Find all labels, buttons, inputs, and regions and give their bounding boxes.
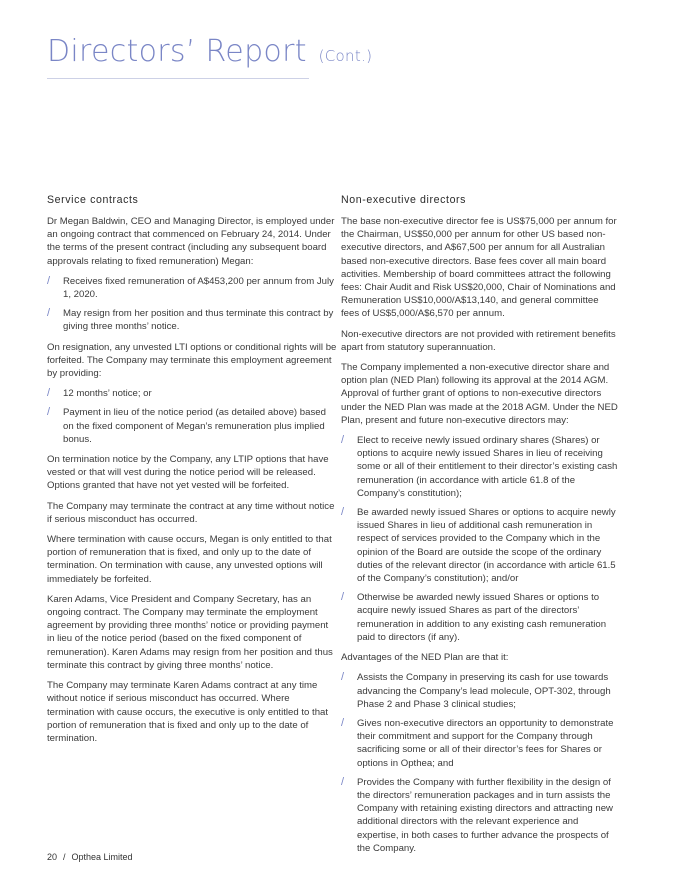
list-item bbox=[47, 406, 337, 446]
paragraph: Non-executive directors are not provided with retirement benefits apart from statutory superannuation. bbox=[341, 328, 616, 353]
slash-bullet-icon: / bbox=[47, 406, 51, 419]
list-item-text: May resign from her position and thus terminate this contract by giving three months’ notice. bbox=[63, 308, 334, 333]
section-heading-service-contracts: Service contracts bbox=[47, 194, 139, 206]
list-item-text: Payment in lieu of the notice period (as detailed above) based on the fixed component of Megan’s remuneration plus implied bonus. bbox=[63, 407, 326, 445]
slash-bullet-icon: / bbox=[341, 671, 345, 684]
slash-bullet-icon: / bbox=[47, 387, 51, 400]
title-divider bbox=[47, 78, 309, 79]
list-item bbox=[341, 717, 618, 770]
paragraph: The Company implemented a non-executive director share and option plan (NED Plan) following its approval at the 2014 AGM. Approval of further grant of options to non-executive directors under the NED Plan was made at the 2018 AGM. Under the NED Plan, present and future non-executive directors may: bbox=[341, 362, 618, 426]
slash-bullet-icon: / bbox=[341, 434, 345, 447]
list-item bbox=[47, 307, 337, 333]
section-heading-non-executive-directors: Non-executive directors bbox=[341, 194, 467, 206]
list-item bbox=[341, 434, 618, 500]
list-item bbox=[47, 387, 337, 400]
list-item-text: Otherwise be awarded newly issued Shares or options to acquire newly issued Shares as part of the directors’ remuneration in addition to any existing cash remuneration paid to directors (if any). bbox=[357, 592, 607, 643]
slash-bullet-icon: / bbox=[47, 274, 51, 287]
page-title-cont: (Cont.) bbox=[318, 47, 373, 65]
bullet-list bbox=[47, 387, 337, 446]
bullet-list bbox=[341, 671, 618, 855]
list-item-text: Elect to receive newly issued ordinary shares (Shares) or options to acquire newly issued Shares in lieu of receiving some or all of their entitlement to their director’s existing cash remuneration (in accordance with article 61.8 of the Company’s constitution); bbox=[357, 435, 618, 499]
list-item-text: Assists the Company in preserving its cash for use towards advancing the Company’s lead molecule, OPT-302, through Phase 2 and Phase 3 clinical studies; bbox=[357, 672, 611, 710]
list-item-text: Be awarded newly issued Shares or options to acquire newly issued Shares in lieu of additional cash remuneration in respect of services provided to the Company which in the opinion of the Board are outside the scope of the ordinary duties of the relevant director (in accordance with article 61.5 of the Company’s constitution); and/or bbox=[357, 507, 616, 585]
bullet-list bbox=[341, 434, 618, 644]
list-item-text: Gives non-executive directors an opportunity to demonstrate their commitment and support for the Company through sacrificing some or all of their director’s fees for Shares or options in Opthea; and bbox=[357, 717, 614, 769]
list-item bbox=[341, 776, 618, 855]
paragraph: On resignation, any unvested LTI options or conditional rights will be forfeited. The Company may terminate this employment agreement by providing: bbox=[47, 341, 337, 380]
paragraph: Advantages of the NED Plan are that it: bbox=[341, 652, 509, 664]
list-item-text: Receives fixed remuneration of A$453,200 per annum from July 1, 2020. bbox=[63, 275, 334, 301]
list-item bbox=[47, 275, 337, 301]
paragraph: Where termination with cause occurs, Megan is only entitled to that portion of remuneration that is fixed, and only up to the date of termination. On termination with cause, any unvested options will immediately be forfeited. bbox=[47, 534, 332, 585]
page-footer bbox=[47, 852, 133, 862]
list-item bbox=[341, 671, 618, 711]
paragraph: The Company may terminate Karen Adams contract at any time without notice if serious misconduct has occurred. Where termination with cause occurs, the executive is only entitled to that portion of remuneration that is fixed and only up to the date of termination. bbox=[47, 680, 329, 744]
slash-bullet-icon: / bbox=[341, 506, 345, 519]
page-title-main: Directors’ Report bbox=[47, 34, 307, 69]
right-column bbox=[341, 193, 618, 862]
list-item bbox=[341, 506, 618, 585]
paragraph: Karen Adams, Vice President and Company Secretary, has an ongoing contract. The Company may terminate the employment agreement by providing three months’ notice or providing payment in lieu of the notice period (based on the fixed component of remuneration). Karen Adams may resign from her position and thus terminate this contract by giving three months’ notice. bbox=[47, 593, 333, 671]
company-name: Opthea Limited bbox=[71, 852, 133, 862]
paragraph: The base non-executive director fee is US$75,000 per annum for the Chairman, US$50,000 per annum for other US based non-executive directors, and A$67,500 per annum for all Australian based non-executive directors. Base fees cover all main board activities. Membership of board committees attract the following fees: Chair Audit and Risk US$20,000, Chair of Nominations and Remuneration US$10,000/A$13,140, and general committee fees of US$5,000/A$6,570 per annum. bbox=[341, 216, 617, 320]
footer-separator: / bbox=[63, 852, 66, 862]
slash-bullet-icon: / bbox=[341, 775, 345, 788]
list-item bbox=[341, 591, 618, 644]
paragraph: The Company may terminate the contract at any time without notice if serious misconduct has occurred. bbox=[47, 500, 335, 525]
bullet-list bbox=[47, 275, 337, 334]
slash-bullet-icon: / bbox=[341, 716, 345, 729]
page-number: 20 bbox=[47, 852, 58, 862]
list-item-text: 12 months’ notice; or bbox=[63, 388, 152, 400]
left-column bbox=[47, 193, 337, 752]
list-item-text: Provides the Company with further flexibility in the design of the directors’ remuneration packages and in turn assists the Company with retaining existing directors and attracting new additional directors with the relevant experience and expertise, in both cases to further advance the prospects of the Company. bbox=[357, 776, 613, 854]
page-title bbox=[47, 34, 372, 69]
paragraph: On termination notice by the Company, any LTIP options that have vested or that will vest during the notice period will be released. Options granted that have not yet vested will be forfeited. bbox=[47, 454, 329, 492]
slash-bullet-icon: / bbox=[47, 307, 51, 320]
paragraph: Dr Megan Baldwin, CEO and Managing Director, is employed under an ongoing contract that commenced on February 24, 2014. Under the terms of the present contract (including any subsequent board approvals relating to fixed remuneration) Megan: bbox=[47, 216, 335, 267]
slash-bullet-icon: / bbox=[341, 591, 345, 604]
